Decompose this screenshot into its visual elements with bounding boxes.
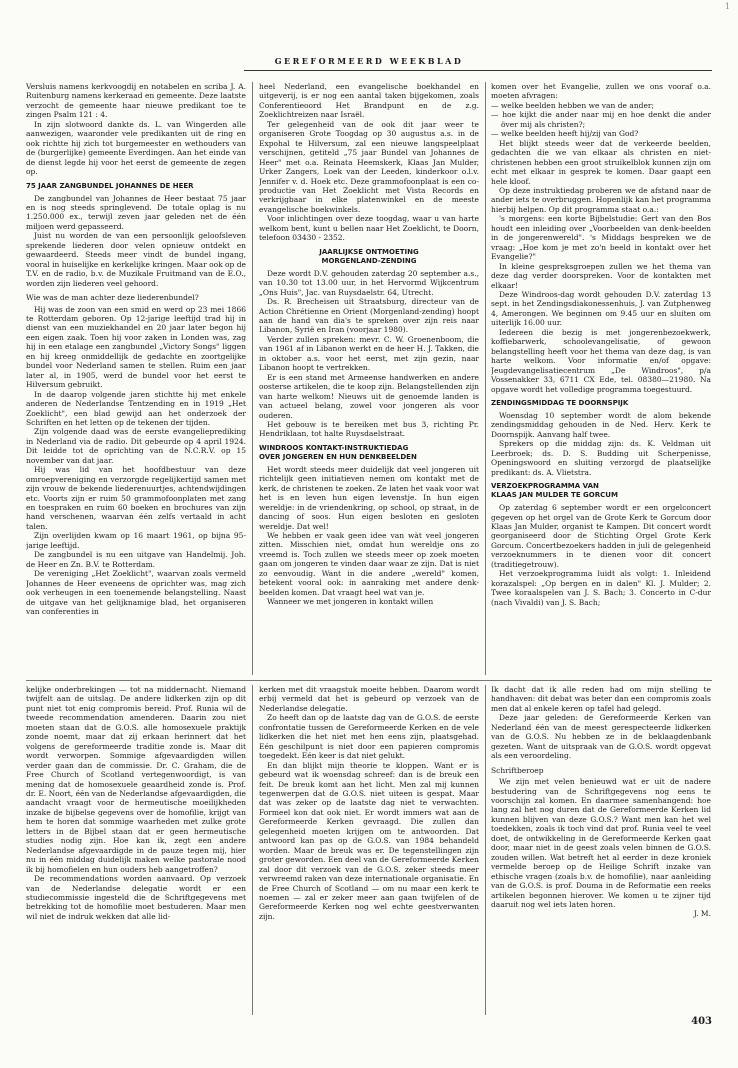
paragraph: Zijn volgende daad was de eerste evangelieprediking in Nederland via de radio. Dit gebeurde op 4 april 1924. Dit leidde tot de oprichting van de N.C.R.V. op 15 november van dat jaar. xyxy=(26,427,246,465)
paragraph: Het blijkt steeds weer dat de verkeerde beelden, gedachten die we van elkaar als christen en niet-christenen hebben een groot struikelblok kunnen zijn om echt met elkaar in gesprek te komen. Daar gaapt een hele kloof. xyxy=(491,138,711,186)
paragraph: Verder zullen spreken: mevr. C. W. Groenenboom, die van 1961 af in Libanon werkt en de heer H. J. Takken, die in oktober a.s. voor het eerst, met zijn gezin, naar Libanon hoopt te vertrekken. xyxy=(259,334,479,373)
paragraph: Iedereen die bezig is met jongerenbezoekwerk, koffiebarwerk, schoolevangelisatie, of gewoon belangstelling heeft voor het thema van deze dag, is van harte welkom. Voor informatie en/of opgave: Jeugdevangelisatiecentrum „De Windroos", p/a Vossenakker 33, 6711 CX Ede, tel. 08380—21980. Na opgave wordt het volledige programma toegestuurd. xyxy=(491,327,711,394)
section-heading xyxy=(491,482,711,500)
paragraph: komen over het Evangelie, zullen we ons vooraf o.a. moeten afvragen: xyxy=(491,82,711,101)
paragraph: En dan blijkt mijn theorie te kloppen. Want er is gebeurd wat ik woensdag schreef: dan is de breuk een feit. De breuk komt aan het licht. Men zal mij kunnen tegenwerpen dat de G.O.S. niet uiteen is gespat. Maar dat was zeker op de laatste dag niet te verwachten. Formeel kon dat ook niet. Er wordt immers wat aan de Gereformeerde Kerken gevraagd. Die zullen dan gelegenheid moeten krijgen om te antwoorden. Dat antwoord kan pas op de G.O.S. van 1984 behandeld worden. Maar de breuk was er. De tegenstellingen zijn groter geworden. Een deel van de Gereformeerde Kerken zal door dit verzoek van de G.O.S. zeker steeds meer verwreemd raken van deze internationale organisatie. En de Free Church of Scotland — om nu maar een kerk te noemen — zal er zeker meer aan gaan twijfelen of de Gereformeerde Kerken nog wel echte geestverwanten zijn. xyxy=(259,760,479,921)
question-list xyxy=(491,101,711,139)
section-heading-line: VERZOEKPROGRAMMA VAN xyxy=(491,482,599,491)
section-heading-line: MORGENLAND-ZENDING xyxy=(321,256,417,265)
page-number: 403 xyxy=(691,1016,712,1027)
upper-column-right xyxy=(491,82,711,675)
section-heading-line: OVER JONGEREN EN HUN DENKBEELDEN xyxy=(259,452,417,461)
paragraph: kerken met dit vraagstuk moeite hebben. Daarom wordt erbij vermeld dat het is gebeurd op verzoek van de Nederlandse delegatie. xyxy=(259,685,479,713)
paragraph: Het gebouw is te bereiken met bus 3, richting Pr. Hendriklaan, tot halte Ruysdaelstraat. xyxy=(259,419,479,439)
lower-column-right xyxy=(491,685,711,1015)
column-divider xyxy=(252,685,253,1015)
column-divider xyxy=(485,82,486,675)
paragraph: Juist nu worden de van een persoonlijk geloofsleven sprekende liederen door velen opnieuw ontdekt en gewaardeerd. Steeds meer vindt de bundel ingang, vooral in huiselijke en kerkelijke kringen. Maar ook op de T.V. en de radio, b.v. de Muzikale Fruitmand van de E.O., worden zijn liederen veel gehoord. xyxy=(26,231,246,288)
paragraph: Ds. R. Brecheisen uit Straatsburg, directeur van de Action Chrétienne en Orient (Morgenland-zending) hoopt aan de hand van dia's te spreken over zijn reis naar Libanon, Syrië en Iran (voorjaar 1980). xyxy=(259,297,479,335)
paragraph: De zangbundel van Johannes de Heer bestaat 75 jaar en is nog steeds springlevend. De totale oplag is nu 1.250.000 ex., terwijl zeven jaar geleden net de één miljoen werd gepasseerd. xyxy=(26,193,246,231)
paragraph: Het wordt steeds meer duidelijk dat veel jongeren uit richtelijk geen initiatieven nemen om kontakt met de kerk, de christenen te zoeken. Ze laten het vaak voor wat het is en leven hun eigen levenstje. In hun eigen wereldje: in de vriendenkring, op school, op straat, in de dancing of soos. Hun eigen besloten en gesloten wereldje. Dat wel! xyxy=(259,464,479,531)
list-item: — welke beelden heeft hij/zij van God? xyxy=(501,129,711,138)
section-heading-line: JAARLIJKSE ONTMOETING xyxy=(319,247,419,256)
header-rule xyxy=(244,70,712,71)
section-heading-line: KLAAS JAN MULDER TE GORCUM xyxy=(491,491,618,500)
paragraph: We hebben er vaak geen idee van wàt veel jongeren zitten. Misschien niet, omdat hun wereldje ons zo vreemd is. Toch zullen we steeds meer op zoek moeten gaan om jongeren te vinden daar waar ze zijn. Dat is niet zo eenvoudig. Want in die andere „wereld" komen, betekent vooral ook: in aanraking met andere denk-beelden komen. Dat vraagt heel wat van je. xyxy=(259,531,479,597)
lower-column-middle xyxy=(259,685,479,1015)
list-item: — welke beelden hebben we van de ander; xyxy=(501,101,711,110)
paragraph: Hij was lid van het hoofdbestuur van deze omroepvereniging en verzorgde regelijkertijd samen met zijn vrouw de bekende liederenuurtjes, achtendwijdingen etc. Voorts zijn er ruim 50 grammofoonplaten met zang en toespraken en ruim 60 boeken en brochures van zijn hand verschenen, waarvan één zelfs vertaald in acht talen. xyxy=(26,465,246,531)
paragraph: Hij was de zoon van een smid en werd op 23 mei 1866 te Rotterdam geboren. Op 12-jarige leeftijd trad hij in dienst van een muziekhandel en 20 jaar later begon hij een eigen zaak. Toen hij voor zaken in Londen was, zag hij in een etalage een zangbundel „Victory Songs" liggen en hij kreeg onmiddellijk de gedachte en zoortgelijke bundel voor Nederland samen te stellen. Ruim een jaar later al, in 1905, werd de bundel voor het eerst te Hilversum gebruikt. xyxy=(26,304,246,390)
subheading: Wie was de man achter deze liederenbundel? xyxy=(26,293,199,303)
paragraph: Er is een stand met Armeense handwerken en andere oosterse artikelen, die te koop zijn. Belangstellenden zijn van harte welkom! Nieuws uit de genoemde landen is van actueel belang, zowel voor jongeren als voor ouderen. xyxy=(259,372,479,420)
paragraph: We zijn met velen benieuwd wat er uit de nadere bestudering van de Schriftgegevens nog eens te voorschijn zal komen. En daarmee samenhangend: hoe lang zal het nog duren dat de Gereformeerde Kerken lid kunnen blijven van deze G.O.S.? Want men kan het wel toedekken, zoals ik toch vind dat prof. Runia veel te veel doet, de ontwikkeling in de Gereformeerde Kerken gaat door, maar niet in de geest zoals velen binnen de G.O.S. zouden willen. Wat betreft het al eerder in deze kroniek vermelde beroep op de Heilige Schrift inzake van ethische vragen (zoals b.v. de homofilie), naar aanleiding van de G.O.S. is prof. Douma in de Reformatie een reeks artikelen begonnen hierover. We komen u te zijner tijd daaruit nog wel iets laten horen. xyxy=(491,777,711,909)
paragraph: Op deze instruktiedag proberen we de afstand naar de ander iets te overbruggen. Hopenlijk kan het programma hierbij helpen. Op dit programma staat o.a.: xyxy=(491,185,711,214)
paragraph: In de daarop volgende jaren stichtte hij met enkele anderen de Nederlandse Tentzending en in 1919 „Het Zoeklicht", een blad gewijd aan het onderzoek der Schriften en het letten op de tekenen der tijden. xyxy=(26,389,246,427)
paragraph: kelijke onderbrekingen — tot na middernacht. Niemand twijfelt aan de uitslag. De andere lidkerken zijn op dit punt niet tot enig compromis bereid. Prof. Runia wil de tweede recommendation amenderen. Daarin zou niet moeten staan dat de G.O.S. alle homosexuele praktijk zonde noemt, maar dat zij erkaan herinnert dat het volgens de gereformeerde traditie zonde is. Maar dit wordt verworpen. Sommige afgevaardigden willen verder gaan dan de commissie. Dr. C. Graham, die de Free Church of Scotland vertegenwoordigt, is van mening dat de homosexuele geaardheid zonde is. Prof. dr. E. Noort, één van de Nederlandse afgevaardigden, die aandacht vraagt voor de hermeutische moeilijkheden inzake de bijbelse gegevens over de homofilie, krijgt van hem te horen dat sommige waarheden met zulke grote letters in de Bijbel staan dat er geen hermeutische studies nodig zijn. Hoe kan ik, zegt een andere Nederlandse afgevaardigde in de pauze tegen mij, hier nu in één middag duidelijk maken welke pastorale nood ik bij homofielen en hun ouders heb aangetroffen? xyxy=(26,685,246,874)
paragraph: Woensdag 10 september wordt de alom bekende zendingsmiddag gehouden in de Ned. Herv. Kerk te Doornspijk. Aanvang half twee. xyxy=(491,410,711,439)
paragraph: Voor inlichtingen over deze toogdag, waar u van harte welkom bent, kunt u bellen naar Het Zoeklicht, te Doorn, telefoon 03430 - 2352. xyxy=(259,214,479,243)
paragraph: Het verzoekprogramma luidt als volgt: 1. Inleidend korazalspel: „Op bergen en in dalen" Kl. J. Mulder; 2. Twee koraalspelen van J. S. Bach; 3. Concerto in C-dur (nach Vivaldi) van J. S. Bach; xyxy=(491,569,711,607)
corner-mark: 1 xyxy=(724,2,730,11)
paragraph: Wanneer we met jongeren in kontakt willen xyxy=(267,597,434,607)
lower-column-left xyxy=(26,685,246,1015)
section-heading xyxy=(259,248,479,266)
list-item: — hoe kijkt die ander naar mij en hoe denkt die ander över mij als christen?; xyxy=(501,110,711,129)
paragraph: In kleine gespreksgroepen zullen we het thema van deze dag verder doorspreken. Voor de kontakten met elkaar! xyxy=(491,261,711,290)
paragraph: De vereniging „Het Zoeklicht", waarvan zoals vermeld Johannes de Heer eveneens de oprichter was, mag zich ook verheugen in een toenemende belangstelling. Naast de uitgave van het gelijknamige blad, het organiseren van conferenties in xyxy=(26,569,246,617)
paragraph: In zijn slotwoord dankte ds. L. van Wingerden alle aanwezigen, waaronder vele predikanten uit de ring en ook richtte hij zich tot burgemeester en wethouders van de (burgerlijke) gemeente Everdingen. Aan het einde van de dienst legde hij voor het eerst de gemeente de zegen op. xyxy=(26,119,246,177)
subheading: Schriftberoep xyxy=(491,765,544,775)
section-heading xyxy=(259,444,479,462)
column-divider xyxy=(485,685,486,1015)
paragraph: De recommendations worden aanvaard. Op verzoek van de Nederlandse delegatie wordt er een studiecommissie ingesteld die de Schriftgegevens met betrekking tot de homofilie moet bestuderen. Maar men wil niet de indruk wekken dat alle lid- xyxy=(26,874,246,921)
paragraph: Deze wordt D.V. gehouden zaterdag 20 september a.s., van 10.30 tot 13.00 uur, in het Hervormd Wijkcentrum „Ons Huis", Jac. van Ruysdaelstr. 64, Utrecht. xyxy=(259,268,479,297)
author-signature: J. M. xyxy=(693,909,711,919)
paragraph: Deze Windroos-dag wordt gehouden D.V. zaterdag 13 sept. in het Zendingsdiakonessenhuis, J. van Zutphenweg 4, Amerongen. We beginnen om 9.45 uur en sluiten om uiterlijk 16.00 uur. xyxy=(491,289,711,328)
paragraph: De zangbundel is nu een uitgave van Handelmij. Joh. de Heer en Zn. B.V. te Rotterdam. xyxy=(26,550,246,569)
paragraph: 's morgens: een korte Bijbelstudie: Gert van den Bos houdt een inleiding over „Voorbeelden van denk-beelden in de jongerenwereld". 's Middags bespreken we de vraag: „Hoe kom je met zo'n beeld in kontakt over het Evangelie?" xyxy=(491,214,711,262)
paragraph: Op zaterdag 6 september wordt er een orgelconcert gegeven op het orgel van de Grote Kerk te Gorcum door Klaas Jan Mulder, organist te Kampen. Dit concert wordt georganiseerd door de Stichting Orgel Grote Kerk Gorcum. Concertbezoekers hadden in juli de gelegenheid verzoeknummers in te dienen voor dit concert (traditiegetrouw). xyxy=(491,503,711,569)
section-divider xyxy=(26,680,712,681)
paragraph: heel Nederland, een evangelische boekhandel en uitgeverij, is er nog een aantal taken bijgekomen, zoals Conferentieoord Het Brandpunt en de z.g. Zoeklichtreizen naar Israël. xyxy=(259,82,479,120)
upper-column-left xyxy=(26,82,246,675)
running-head: GEREFORMEERD WEEKBLAD xyxy=(274,56,464,66)
paragraph: Versluis namens kerkvoogdij en notabelen en scriba J. A. Ruitenburg namens kerkeraad en gemeente. Deze laatste verzocht de gemeente haar nieuwe predikant toe te zingen Psalm 121 : 4. xyxy=(26,82,246,120)
paragraph: Zo heeft dan op de laatste dag van de G.O.S. de eerste confrontatie tussen de Gereformeerde Kerken en de vele lidkerken die het niet met hen eens zijn, plaatsgehad. Eén geschilpunt is niet door een papieren compromis toegedekt. Eén keer is dat niet gelukt. xyxy=(259,713,479,761)
paragraph: Zijn overlijden kwam op 16 maart 1961, op bijna 95-jarige leeftijd. xyxy=(26,531,246,550)
section-heading: ZENDINGSMIDDAG TE DOORNSPIJK xyxy=(491,398,629,407)
paragraph: Ter gelegenheid van de ook dit jaar weer te organiseren Grote Toogdag op 30 augustus a.s. in de Expohal te Hilversum, zal een nieuwe langspeelplaat verschijnen, getiteld „75 jaar Bundel van Johannes de Heer" met o.a. Reinata Heemskerk, Klaas Jan Mulder, Urker Zangers, Loek van der Leeden, kinderkoor o.l.v. Jennifer v. d. Hoek etc. Deze grammofoonplaat is een co-productie van Het Zoeklicht met Vista Records en verkrijgbaar in elke platenwinkel en de meeste evangelische boekwinkels. xyxy=(259,119,479,214)
column-divider xyxy=(252,82,253,675)
paragraph: Ik dacht dat ik alle reden had om mijn stelling te handhaven: dit debat was beter dan een compromis zoals men dat al enkele keren op tafel had gelegd. xyxy=(491,685,711,713)
upper-column-middle xyxy=(259,82,479,675)
section-heading-line: WINDROOS KONTAKT-INSTRUKTIEDAG xyxy=(259,443,409,452)
paragraph: Deze jaar geleden: de Gereformeerde Kerken van Nederland één van de meest gerespecteerde lidkerken van de G.O.S. Nu hebben ze in de beklaagdenbank gezeten. Want de uitspraak van de G.O.S. wordt opgevat als een veroordeling. xyxy=(491,713,711,761)
section-heading: 75 JAAR ZANGBUNDEL JOHANNES DE HEER xyxy=(26,181,194,190)
paragraph: Sprekers op die middag zijn: ds. K. Veldman uit Leerbroek; ds. D. S. Budding uit Scherpenisse, Openingswoord en sluiting verzorgd de plaatselijke predikant: ds. A. Vlietstra. xyxy=(491,439,711,477)
